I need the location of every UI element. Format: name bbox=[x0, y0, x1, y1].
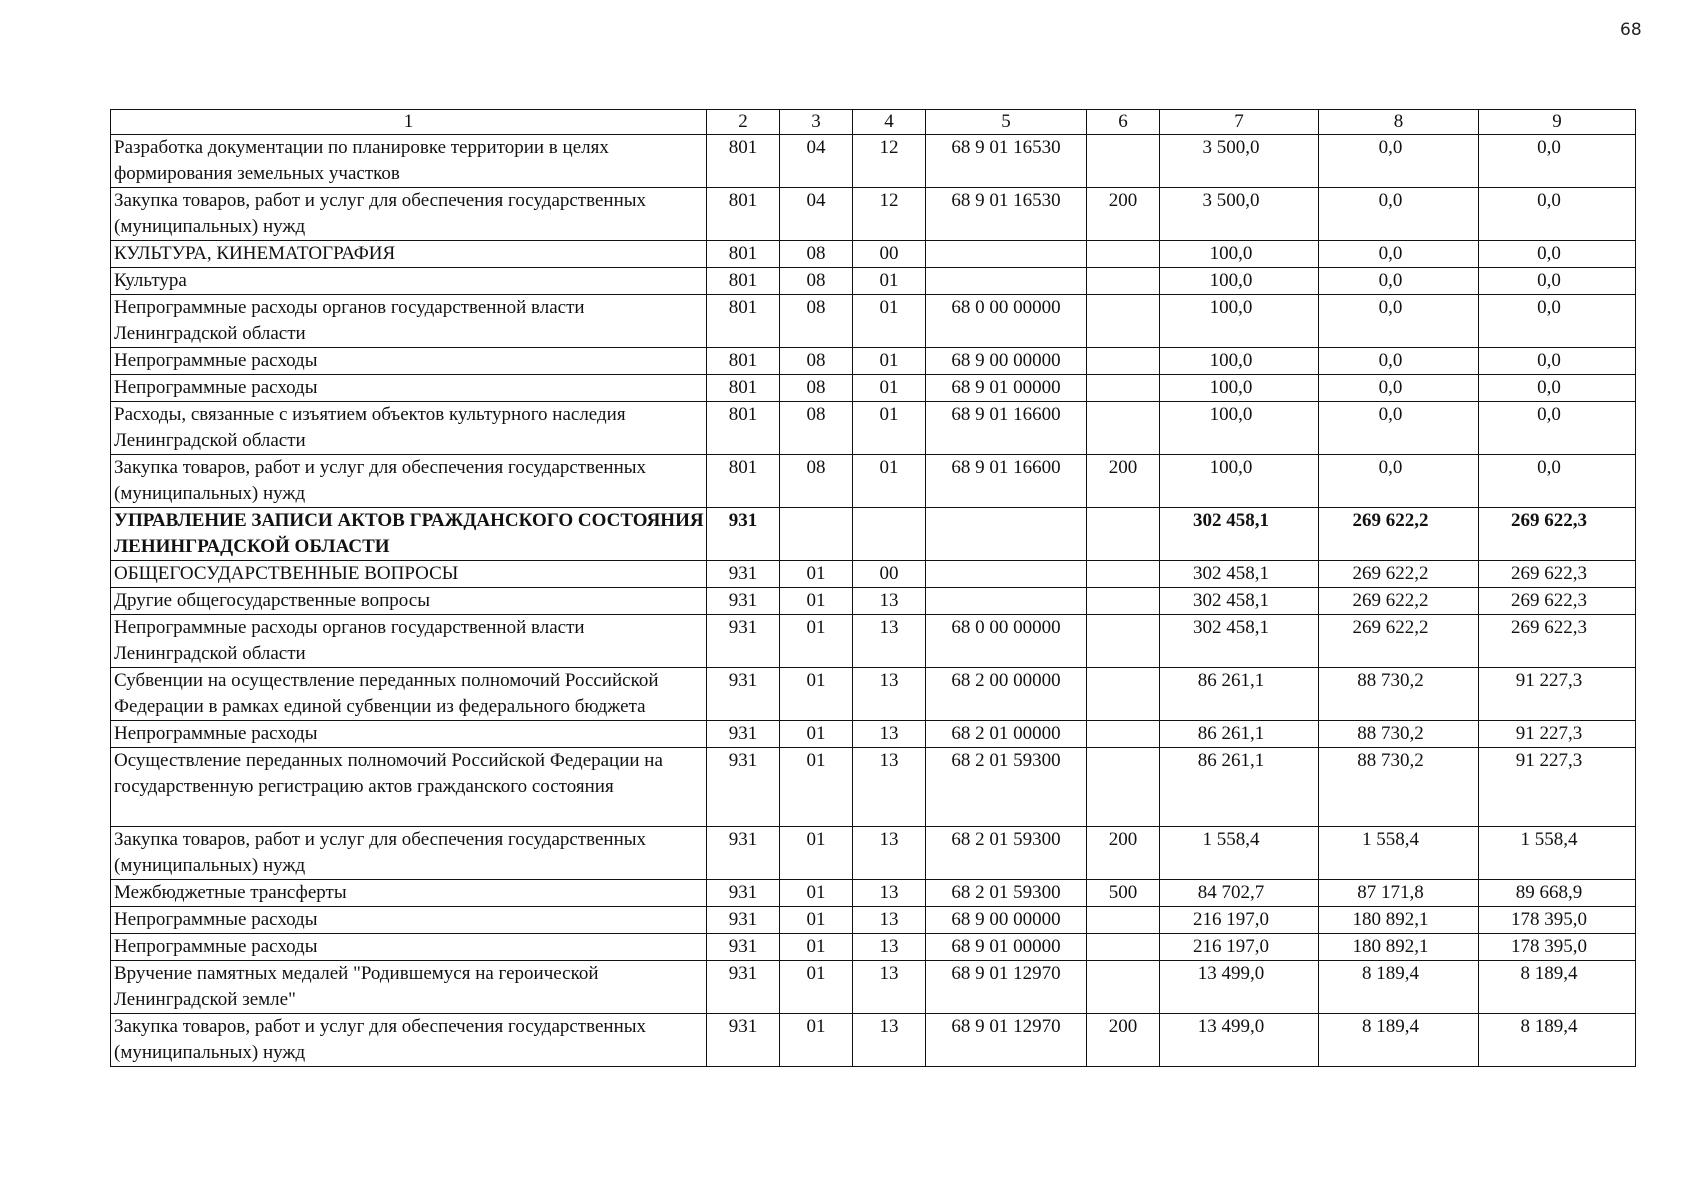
cell-code-6 bbox=[1087, 268, 1160, 295]
cell-code-6 bbox=[1087, 934, 1160, 961]
cell-amount-7: 100,0 bbox=[1160, 268, 1319, 295]
cell-code-3: 08 bbox=[780, 402, 853, 455]
cell-name: Непрограммные расходы органов государственной власти Ленинградской области bbox=[111, 615, 707, 668]
cell-code-3: 08 bbox=[780, 375, 853, 402]
cell-amount-9: 8 189,4 bbox=[1479, 1014, 1636, 1067]
cell-code-5: 68 2 01 00000 bbox=[926, 721, 1087, 748]
cell-code-3: 01 bbox=[780, 1014, 853, 1067]
page-number: 68 bbox=[1620, 20, 1642, 40]
cell-code-6 bbox=[1087, 295, 1160, 348]
cell-amount-7: 100,0 bbox=[1160, 348, 1319, 375]
cell-amount-9: 269 622,3 bbox=[1479, 588, 1636, 615]
cell-name: Непрограммные расходы bbox=[111, 348, 707, 375]
cell-amount-8: 0,0 bbox=[1319, 348, 1479, 375]
cell-code-6 bbox=[1087, 748, 1160, 827]
cell-code-4: 00 bbox=[853, 241, 926, 268]
cell-code-5: 68 2 01 59300 bbox=[926, 827, 1087, 880]
table-row bbox=[111, 268, 1636, 295]
cell-code-3: 01 bbox=[780, 668, 853, 721]
cell-code-2: 931 bbox=[707, 615, 780, 668]
cell-amount-9: 269 622,3 bbox=[1479, 561, 1636, 588]
cell-code-4: 13 bbox=[853, 1014, 926, 1067]
cell-code-2: 931 bbox=[707, 508, 780, 561]
table-row bbox=[111, 748, 1636, 827]
table-body bbox=[111, 135, 1636, 1067]
cell-code-4: 13 bbox=[853, 748, 926, 827]
cell-code-3: 01 bbox=[780, 615, 853, 668]
cell-amount-9: 0,0 bbox=[1479, 188, 1636, 241]
cell-name: Закупка товаров, работ и услуг для обеспечения государственных (муниципальных) нужд bbox=[111, 188, 707, 241]
cell-code-2: 931 bbox=[707, 934, 780, 961]
cell-code-2: 931 bbox=[707, 827, 780, 880]
cell-code-5 bbox=[926, 588, 1087, 615]
table-row bbox=[111, 827, 1636, 880]
cell-code-6: 200 bbox=[1087, 1014, 1160, 1067]
cell-amount-9: 0,0 bbox=[1479, 402, 1636, 455]
cell-amount-8: 0,0 bbox=[1319, 295, 1479, 348]
cell-amount-8: 269 622,2 bbox=[1319, 561, 1479, 588]
cell-code-2: 801 bbox=[707, 375, 780, 402]
column-header: 6 bbox=[1087, 110, 1160, 135]
cell-amount-9: 178 395,0 bbox=[1479, 934, 1636, 961]
cell-code-5 bbox=[926, 241, 1087, 268]
cell-code-4: 01 bbox=[853, 375, 926, 402]
cell-name: Закупка товаров, работ и услуг для обеспечения государственных (муниципальных) нужд bbox=[111, 827, 707, 880]
column-header: 4 bbox=[853, 110, 926, 135]
table-row bbox=[111, 295, 1636, 348]
cell-code-4: 12 bbox=[853, 135, 926, 188]
table-row bbox=[111, 375, 1636, 402]
cell-amount-7: 86 261,1 bbox=[1160, 721, 1319, 748]
cell-amount-8: 0,0 bbox=[1319, 188, 1479, 241]
cell-code-4: 13 bbox=[853, 961, 926, 1014]
cell-code-3: 04 bbox=[780, 188, 853, 241]
cell-amount-9: 91 227,3 bbox=[1479, 668, 1636, 721]
table-row bbox=[111, 1014, 1636, 1067]
cell-code-5: 68 9 01 16530 bbox=[926, 188, 1087, 241]
cell-code-5: 68 2 01 59300 bbox=[926, 748, 1087, 827]
cell-amount-8: 88 730,2 bbox=[1319, 721, 1479, 748]
column-header: 1 bbox=[111, 110, 707, 135]
cell-code-2: 801 bbox=[707, 402, 780, 455]
cell-amount-8: 269 622,2 bbox=[1319, 588, 1479, 615]
cell-amount-8: 269 622,2 bbox=[1319, 508, 1479, 561]
cell-code-2: 931 bbox=[707, 907, 780, 934]
cell-code-3: 04 bbox=[780, 135, 853, 188]
cell-code-3 bbox=[780, 508, 853, 561]
table-row bbox=[111, 135, 1636, 188]
cell-amount-7: 302 458,1 bbox=[1160, 561, 1319, 588]
cell-amount-9: 178 395,0 bbox=[1479, 907, 1636, 934]
cell-code-3: 01 bbox=[780, 748, 853, 827]
cell-amount-9: 91 227,3 bbox=[1479, 721, 1636, 748]
cell-amount-8: 0,0 bbox=[1319, 455, 1479, 508]
cell-name: Субвенции на осуществление переданных полномочий Российской Федерации в рамках единой субвенции из федерального бюджета bbox=[111, 668, 707, 721]
cell-code-5 bbox=[926, 508, 1087, 561]
table-row bbox=[111, 615, 1636, 668]
cell-code-3: 08 bbox=[780, 348, 853, 375]
cell-code-5: 68 9 01 00000 bbox=[926, 934, 1087, 961]
table-row bbox=[111, 907, 1636, 934]
cell-code-5: 68 9 01 00000 bbox=[926, 375, 1087, 402]
cell-code-4: 01 bbox=[853, 402, 926, 455]
cell-code-2: 801 bbox=[707, 241, 780, 268]
table-row bbox=[111, 588, 1636, 615]
cell-code-5 bbox=[926, 561, 1087, 588]
cell-amount-9: 0,0 bbox=[1479, 295, 1636, 348]
cell-code-6: 500 bbox=[1087, 880, 1160, 907]
cell-name: Культура bbox=[111, 268, 707, 295]
table-row bbox=[111, 508, 1636, 561]
cell-amount-9: 1 558,4 bbox=[1479, 827, 1636, 880]
cell-name: Закупка товаров, работ и услуг для обеспечения государственных (муниципальных) нужд bbox=[111, 1014, 707, 1067]
cell-name: Непрограммные расходы bbox=[111, 375, 707, 402]
cell-amount-7: 100,0 bbox=[1160, 295, 1319, 348]
cell-code-2: 801 bbox=[707, 268, 780, 295]
cell-code-3: 01 bbox=[780, 880, 853, 907]
column-header: 2 bbox=[707, 110, 780, 135]
cell-code-6 bbox=[1087, 348, 1160, 375]
cell-code-5 bbox=[926, 268, 1087, 295]
cell-code-4 bbox=[853, 508, 926, 561]
cell-amount-7: 13 499,0 bbox=[1160, 961, 1319, 1014]
cell-code-5: 68 9 01 12970 bbox=[926, 1014, 1087, 1067]
cell-name: Вручение памятных медалей "Родившемуся на героической Ленинградской земле" bbox=[111, 961, 707, 1014]
cell-amount-7: 302 458,1 bbox=[1160, 508, 1319, 561]
cell-amount-8: 180 892,1 bbox=[1319, 934, 1479, 961]
cell-name: Разработка документации по планировке территории в целях формирования земельных участков bbox=[111, 135, 707, 188]
cell-name: Осуществление переданных полномочий Российской Федерации на государственную регистрацию актов гражданского состояния bbox=[111, 748, 707, 827]
cell-code-5: 68 9 00 00000 bbox=[926, 907, 1087, 934]
cell-code-2: 931 bbox=[707, 1014, 780, 1067]
cell-code-4: 13 bbox=[853, 934, 926, 961]
cell-code-4: 12 bbox=[853, 188, 926, 241]
cell-code-5: 68 0 00 00000 bbox=[926, 615, 1087, 668]
cell-code-6 bbox=[1087, 135, 1160, 188]
cell-code-3: 01 bbox=[780, 961, 853, 1014]
cell-amount-8: 0,0 bbox=[1319, 402, 1479, 455]
cell-code-3: 01 bbox=[780, 721, 853, 748]
budget-table bbox=[110, 109, 1636, 1067]
cell-name: Непрограммные расходы bbox=[111, 934, 707, 961]
cell-amount-8: 180 892,1 bbox=[1319, 907, 1479, 934]
table-row bbox=[111, 961, 1636, 1014]
column-header: 8 bbox=[1319, 110, 1479, 135]
cell-amount-8: 1 558,4 bbox=[1319, 827, 1479, 880]
cell-code-6 bbox=[1087, 508, 1160, 561]
table-row bbox=[111, 668, 1636, 721]
cell-amount-8: 0,0 bbox=[1319, 135, 1479, 188]
column-header: 7 bbox=[1160, 110, 1319, 135]
cell-amount-7: 100,0 bbox=[1160, 455, 1319, 508]
cell-amount-9: 0,0 bbox=[1479, 375, 1636, 402]
cell-amount-7: 86 261,1 bbox=[1160, 668, 1319, 721]
table-row bbox=[111, 241, 1636, 268]
cell-name: Непрограммные расходы bbox=[111, 721, 707, 748]
table-row bbox=[111, 402, 1636, 455]
cell-code-4: 01 bbox=[853, 295, 926, 348]
cell-amount-9: 89 668,9 bbox=[1479, 880, 1636, 907]
cell-amount-9: 0,0 bbox=[1479, 268, 1636, 295]
cell-code-4: 13 bbox=[853, 615, 926, 668]
cell-amount-9: 8 189,4 bbox=[1479, 961, 1636, 1014]
cell-amount-7: 216 197,0 bbox=[1160, 907, 1319, 934]
cell-amount-9: 0,0 bbox=[1479, 241, 1636, 268]
cell-code-5: 68 9 01 12970 bbox=[926, 961, 1087, 1014]
cell-amount-7: 86 261,1 bbox=[1160, 748, 1319, 827]
cell-code-4: 13 bbox=[853, 721, 926, 748]
column-header: 5 bbox=[926, 110, 1087, 135]
cell-code-4: 01 bbox=[853, 268, 926, 295]
cell-code-3: 08 bbox=[780, 241, 853, 268]
cell-code-6 bbox=[1087, 668, 1160, 721]
cell-amount-8: 8 189,4 bbox=[1319, 961, 1479, 1014]
cell-code-5: 68 2 00 00000 bbox=[926, 668, 1087, 721]
cell-code-3: 01 bbox=[780, 907, 853, 934]
table-row bbox=[111, 188, 1636, 241]
cell-amount-7: 3 500,0 bbox=[1160, 135, 1319, 188]
cell-code-6: 200 bbox=[1087, 188, 1160, 241]
cell-code-3: 08 bbox=[780, 268, 853, 295]
cell-code-2: 801 bbox=[707, 455, 780, 508]
table-row bbox=[111, 455, 1636, 508]
cell-code-2: 931 bbox=[707, 880, 780, 907]
cell-code-2: 931 bbox=[707, 588, 780, 615]
cell-code-2: 801 bbox=[707, 135, 780, 188]
cell-name: Непрограммные расходы органов государственной власти Ленинградской области bbox=[111, 295, 707, 348]
cell-amount-7: 13 499,0 bbox=[1160, 1014, 1319, 1067]
cell-code-2: 931 bbox=[707, 668, 780, 721]
cell-name: Другие общегосударственные вопросы bbox=[111, 588, 707, 615]
cell-code-6 bbox=[1087, 961, 1160, 1014]
cell-name: Непрограммные расходы bbox=[111, 907, 707, 934]
cell-code-5: 68 9 00 00000 bbox=[926, 348, 1087, 375]
cell-code-4: 13 bbox=[853, 588, 926, 615]
cell-code-4: 13 bbox=[853, 880, 926, 907]
cell-code-3: 08 bbox=[780, 455, 853, 508]
cell-amount-7: 100,0 bbox=[1160, 375, 1319, 402]
cell-name: УПРАВЛЕНИЕ ЗАПИСИ АКТОВ ГРАЖДАНСКОГО СОСТОЯНИЯ ЛЕНИНГРАДСКОЙ ОБЛАСТИ bbox=[111, 508, 707, 561]
cell-name: Межбюджетные трансферты bbox=[111, 880, 707, 907]
cell-code-6: 200 bbox=[1087, 455, 1160, 508]
cell-amount-8: 88 730,2 bbox=[1319, 748, 1479, 827]
cell-code-6 bbox=[1087, 721, 1160, 748]
cell-code-5: 68 9 01 16530 bbox=[926, 135, 1087, 188]
cell-code-2: 931 bbox=[707, 961, 780, 1014]
cell-code-2: 931 bbox=[707, 721, 780, 748]
cell-code-2: 801 bbox=[707, 295, 780, 348]
cell-code-6 bbox=[1087, 402, 1160, 455]
cell-amount-8: 269 622,2 bbox=[1319, 615, 1479, 668]
cell-code-4: 01 bbox=[853, 455, 926, 508]
cell-amount-7: 216 197,0 bbox=[1160, 934, 1319, 961]
cell-code-5: 68 9 01 16600 bbox=[926, 402, 1087, 455]
cell-code-4: 13 bbox=[853, 668, 926, 721]
cell-code-6 bbox=[1087, 561, 1160, 588]
cell-amount-9: 269 622,3 bbox=[1479, 615, 1636, 668]
table-row bbox=[111, 348, 1636, 375]
cell-code-3: 01 bbox=[780, 588, 853, 615]
cell-code-2: 931 bbox=[707, 561, 780, 588]
cell-amount-7: 100,0 bbox=[1160, 402, 1319, 455]
cell-code-6 bbox=[1087, 375, 1160, 402]
cell-name: Закупка товаров, работ и услуг для обеспечения государственных (муниципальных) нужд bbox=[111, 455, 707, 508]
cell-name: КУЛЬТУРА, КИНЕМАТОГРАФИЯ bbox=[111, 241, 707, 268]
cell-code-3: 01 bbox=[780, 561, 853, 588]
cell-code-4: 00 bbox=[853, 561, 926, 588]
cell-name: ОБЩЕГОСУДАРСТВЕННЫЕ ВОПРОСЫ bbox=[111, 561, 707, 588]
cell-amount-8: 0,0 bbox=[1319, 268, 1479, 295]
cell-code-6 bbox=[1087, 907, 1160, 934]
cell-amount-7: 1 558,4 bbox=[1160, 827, 1319, 880]
cell-code-5: 68 9 01 16600 bbox=[926, 455, 1087, 508]
cell-code-2: 931 bbox=[707, 748, 780, 827]
cell-amount-9: 0,0 bbox=[1479, 455, 1636, 508]
cell-amount-7: 3 500,0 bbox=[1160, 188, 1319, 241]
cell-code-2: 801 bbox=[707, 348, 780, 375]
cell-amount-8: 0,0 bbox=[1319, 375, 1479, 402]
cell-code-4: 13 bbox=[853, 827, 926, 880]
cell-code-3: 01 bbox=[780, 934, 853, 961]
cell-name: Расходы, связанные с изъятием объектов культурного наследия Ленинградской области bbox=[111, 402, 707, 455]
cell-amount-8: 8 189,4 bbox=[1319, 1014, 1479, 1067]
cell-amount-7: 100,0 bbox=[1160, 241, 1319, 268]
cell-code-6 bbox=[1087, 588, 1160, 615]
cell-amount-9: 0,0 bbox=[1479, 348, 1636, 375]
cell-code-4: 01 bbox=[853, 348, 926, 375]
table-row bbox=[111, 561, 1636, 588]
cell-code-4: 13 bbox=[853, 907, 926, 934]
cell-amount-8: 87 171,8 bbox=[1319, 880, 1479, 907]
table-row bbox=[111, 721, 1636, 748]
cell-amount-7: 302 458,1 bbox=[1160, 615, 1319, 668]
cell-code-3: 08 bbox=[780, 295, 853, 348]
cell-amount-7: 84 702,7 bbox=[1160, 880, 1319, 907]
table-row bbox=[111, 934, 1636, 961]
cell-amount-8: 0,0 bbox=[1319, 241, 1479, 268]
column-header: 9 bbox=[1479, 110, 1636, 135]
cell-code-3: 01 bbox=[780, 827, 853, 880]
cell-amount-7: 302 458,1 bbox=[1160, 588, 1319, 615]
cell-code-2: 801 bbox=[707, 188, 780, 241]
cell-amount-9: 0,0 bbox=[1479, 135, 1636, 188]
table-row bbox=[111, 880, 1636, 907]
cell-amount-9: 269 622,3 bbox=[1479, 508, 1636, 561]
cell-amount-8: 88 730,2 bbox=[1319, 668, 1479, 721]
cell-code-6: 200 bbox=[1087, 827, 1160, 880]
cell-code-6 bbox=[1087, 615, 1160, 668]
cell-code-5: 68 2 01 59300 bbox=[926, 880, 1087, 907]
cell-code-6 bbox=[1087, 241, 1160, 268]
cell-amount-9: 91 227,3 bbox=[1479, 748, 1636, 827]
cell-code-5: 68 0 00 00000 bbox=[926, 295, 1087, 348]
column-header: 3 bbox=[780, 110, 853, 135]
table-header-row bbox=[111, 110, 1636, 135]
